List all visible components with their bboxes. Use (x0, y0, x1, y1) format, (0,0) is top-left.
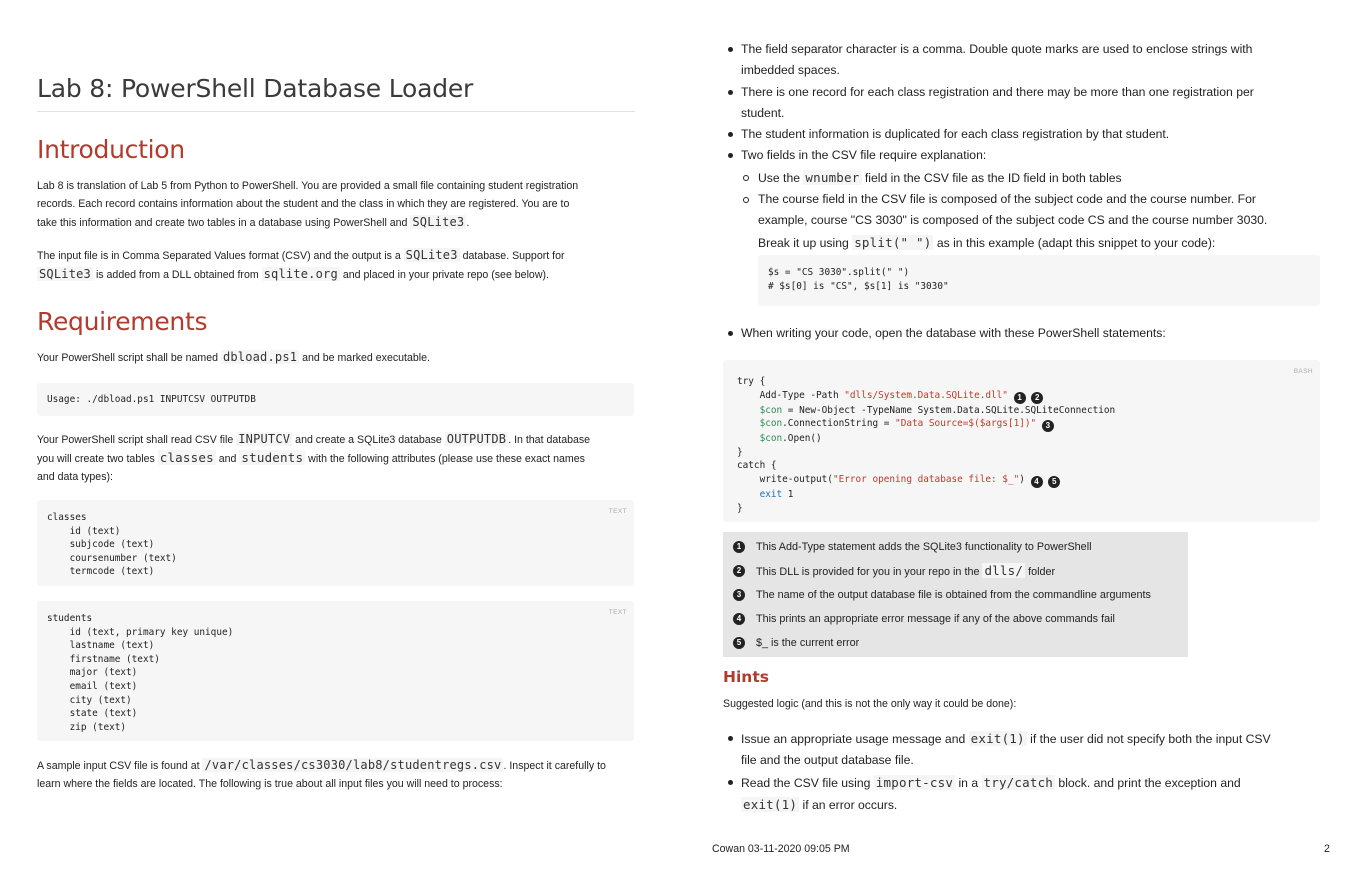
classes-code: classes id (text) subjcode (text) coursenumber (text) termcode (text) (47, 512, 177, 578)
code-line: } (737, 502, 743, 514)
bullet-text: Read the CSV file using (741, 775, 871, 790)
students-code-block (37, 601, 634, 741)
inline-code: INPUTCV (238, 432, 291, 446)
inline-code: SQLite3 (405, 248, 458, 262)
bullet-text: The field separator character is a comma. Double quote marks are used to enclose strings with (741, 42, 1253, 56)
bullet-text: student. (741, 105, 785, 120)
bullet-text: When writing your code, open the database with these PowerShell statements: (741, 326, 1166, 340)
callout-item (723, 559, 1188, 583)
sub-list-item (741, 167, 1320, 189)
intro-p2-text-d: and placed in your private repo (see below). (342, 269, 549, 281)
code-string: "dlls/System.Data.SQLite.dll" (844, 389, 1008, 401)
req-p2-line-3: and data types): (37, 471, 113, 483)
bullet-text: Two fields in the CSV file require explanation: (741, 148, 987, 163)
footer-author-timestamp: Cowan 03-11-2020 09:05 PM (712, 843, 850, 855)
req-p2-text-c: . In that database (508, 434, 591, 446)
callout-marker-4: 4 (1031, 476, 1043, 488)
code-string: "Error opening database file: $_" (832, 473, 1020, 485)
bullet-text: field in the CSV file as the ID field in both tables (864, 170, 1122, 185)
req-p2-line-1 (37, 430, 635, 449)
bullet-text: imbedded spaces. (741, 63, 840, 78)
callout-number: 5 (733, 637, 745, 649)
callout-number: 2 (733, 565, 745, 577)
bullet-text: in a (958, 775, 979, 790)
page-number: 2 (1324, 843, 1330, 855)
code-text: 1 (782, 488, 794, 500)
inline-code: import-csv (875, 774, 954, 790)
callout-text: folder (1028, 566, 1056, 578)
inline-code: exit(1) (743, 796, 798, 812)
list-item (723, 772, 1320, 817)
inline-code: exit(1) (970, 731, 1025, 746)
list-item (723, 323, 1320, 344)
inline-code: OUTPUTDB (446, 432, 507, 446)
inline-code: try/catch (983, 774, 1054, 790)
open-db-list (723, 323, 1320, 344)
code-variable: $con (737, 433, 783, 445)
intro-p1-line-1: Lab 8 is translation of Lab 5 from Python to PowerShell. You are provided a small file containing student registration (37, 180, 579, 192)
inline-code: split(" ") (854, 234, 932, 250)
callout-number: 1 (733, 541, 745, 553)
code-text: write-output( (737, 473, 833, 485)
bullet-text: The course field in the CSV file is composed of the subject code and the course number. For (758, 192, 1256, 207)
req-p3-text-b: . Inspect it carefully to (503, 760, 606, 772)
code-lang-label: BASH (1293, 368, 1313, 375)
callout-item (723, 583, 1188, 607)
code-variable: $con (737, 418, 783, 430)
bullet-text: example, course "CS 3030" is composed of the subject code CS and the course number 3030. (758, 213, 1268, 228)
req-p1-text-b: and be marked executable. (302, 352, 430, 364)
inline-code: /var/classes/cs3030/lab8/studentregs.csv (204, 758, 502, 772)
callout-number: 3 (733, 589, 745, 601)
inline-code: sqlite.org (263, 267, 338, 281)
bullet-text: if the user did not specify both the input CSV (1030, 732, 1271, 746)
req-p1-text-a: Your PowerShell script shall be named (37, 352, 218, 364)
usage-code: Usage: ./dbload.ps1 INPUTCSV OUTPUTDB (47, 394, 256, 405)
requirements-paragraph-1 (37, 348, 635, 367)
bullet-text: Issue an appropriate usage message and (741, 732, 966, 746)
callout-marker-1: 1 (1014, 392, 1026, 404)
list-item (723, 124, 1320, 145)
bullet-text: block. and print the exception and (1058, 775, 1241, 790)
req-p3-text-a: A sample input CSV file is found at (37, 760, 200, 772)
bullet-text: Use the (758, 170, 801, 185)
intro-p1-end: . (466, 217, 470, 229)
code-text: ) (1019, 473, 1025, 485)
code-variable: $con (737, 404, 783, 416)
inline-code: classes (159, 450, 214, 465)
requirements-heading: Requirements (37, 307, 208, 336)
code-keyword: exit (759, 488, 783, 500)
bash-code-block (723, 360, 1320, 522)
students-code: students id (text, primary key unique) lastname (text) firstname (text) major (text) email (text) city (text) state (text) zip (text) (47, 613, 234, 733)
inline-code: dbload.ps1 (222, 350, 298, 364)
callout-text: $_ is the current error (756, 637, 860, 649)
callout-item (723, 607, 1188, 631)
intro-p2-line-1 (37, 246, 635, 265)
callout-text: This Add-Type statement adds the SQLite3 functionality to PowerShell (756, 541, 1092, 553)
req-p3-line-2: learn where the fields are located. The following is true about all input files you will need to process: (37, 778, 503, 790)
list-item (723, 82, 1320, 125)
page-title: Lab 8: PowerShell Database Loader (37, 74, 635, 112)
hints-list (723, 728, 1320, 816)
callout-list (723, 532, 1188, 657)
code-line: } (737, 446, 743, 458)
bullet-text: The student information is duplicated for each class registration by that student. (741, 127, 1170, 142)
code-line: try { (737, 376, 766, 387)
callout-text: This DLL is provided for you in your repo in the (756, 566, 980, 578)
bullet-text: as in this example (adapt this snippet to your code): (936, 235, 1216, 250)
req-p2-text-f: with the following attributes (please use these exact names (308, 453, 585, 465)
intro-p2-line-2 (37, 265, 635, 284)
req-p2-text-e: and (218, 453, 237, 465)
hints-intro: Suggested logic (and this is not the only way it could be done): (723, 698, 1017, 710)
intro-p1-line-2: records. Each record contains information about the student and the class in which they are registered. You are to (37, 198, 570, 210)
req-p2-text-d: you will create two tables (37, 453, 155, 465)
callout-number: 4 (733, 613, 745, 625)
list-item (723, 145, 1320, 253)
code-lang-label: TEXT (608, 508, 627, 515)
inline-code: wnumber (805, 169, 860, 185)
sub-list-item (741, 189, 1320, 254)
code-lang-label: TEXT (608, 609, 627, 616)
intro-p2-text-c: is added from a DLL obtained from (95, 269, 259, 281)
intro-paragraph-1 (37, 177, 635, 232)
callout-text: The name of the output database file is obtained from the commandline arguments (756, 589, 1151, 601)
callout-text: This prints an appropriate error message if any of the above commands fail (756, 613, 1115, 625)
introduction-heading: Introduction (37, 135, 185, 164)
intro-p1-text: take this information and create two tables in a database using PowerShell and (37, 217, 408, 229)
csv-facts-list (723, 39, 1320, 254)
sub-list (741, 167, 1320, 254)
bullet-text: There is one record for each class registration and there may be more than one registration per (741, 84, 1254, 99)
callout-item (723, 631, 1188, 655)
inline-code: SQLite3 (412, 215, 465, 229)
inline-code: students (241, 450, 304, 465)
intro-p2-text-b: database. Support for (462, 250, 565, 262)
code-text: = New-Object -TypeName System.Data.SQLite.SQLiteConnection (782, 404, 1116, 416)
req-p2-text-a: Your PowerShell script shall read CSV file (37, 434, 234, 446)
hints-heading: Hints (723, 668, 769, 686)
callout-marker-5: 5 (1048, 476, 1060, 488)
split-code-block (758, 255, 1320, 306)
intro-p1-line-3 (37, 213, 635, 232)
split-code: $s = "CS 3030".split(" ") # $s[0] is "CS", $s[1] is "3030" (768, 267, 949, 292)
requirements-paragraph-3 (37, 756, 635, 793)
code-text: .Open() (782, 433, 822, 445)
bullet-text: file and the output database file. (741, 753, 914, 768)
code-text (737, 489, 760, 500)
req-p3-line-1 (37, 756, 635, 775)
intro-p2-text-a: The input file is in Comma Separated Values format (CSV) and the output is a (37, 250, 401, 262)
callout-marker-2: 2 (1031, 392, 1043, 404)
intro-paragraph-2 (37, 246, 635, 284)
callout-item (723, 535, 1188, 559)
bullet-text: Break it up using (758, 235, 849, 250)
req-p2-text-b: and create a SQLite3 database (295, 434, 442, 446)
code-string: "Data Source=$($args[1])" (895, 418, 1037, 430)
req-p2-line-2 (37, 449, 635, 468)
callout-marker-3: 3 (1042, 420, 1054, 432)
list-item (723, 728, 1320, 772)
usage-code-block (37, 383, 634, 416)
inline-code: SQLite3 (39, 267, 91, 281)
classes-code-block (37, 500, 634, 586)
bullet-text: if an error occurs. (802, 797, 898, 812)
code-text: Add-Type -Path (737, 389, 845, 401)
code-text: .ConnectionString = (782, 418, 896, 430)
list-item (723, 39, 1320, 82)
code-line: catch { (737, 460, 777, 472)
requirements-paragraph-2 (37, 430, 635, 486)
inline-code: dlls/ (984, 563, 1024, 578)
